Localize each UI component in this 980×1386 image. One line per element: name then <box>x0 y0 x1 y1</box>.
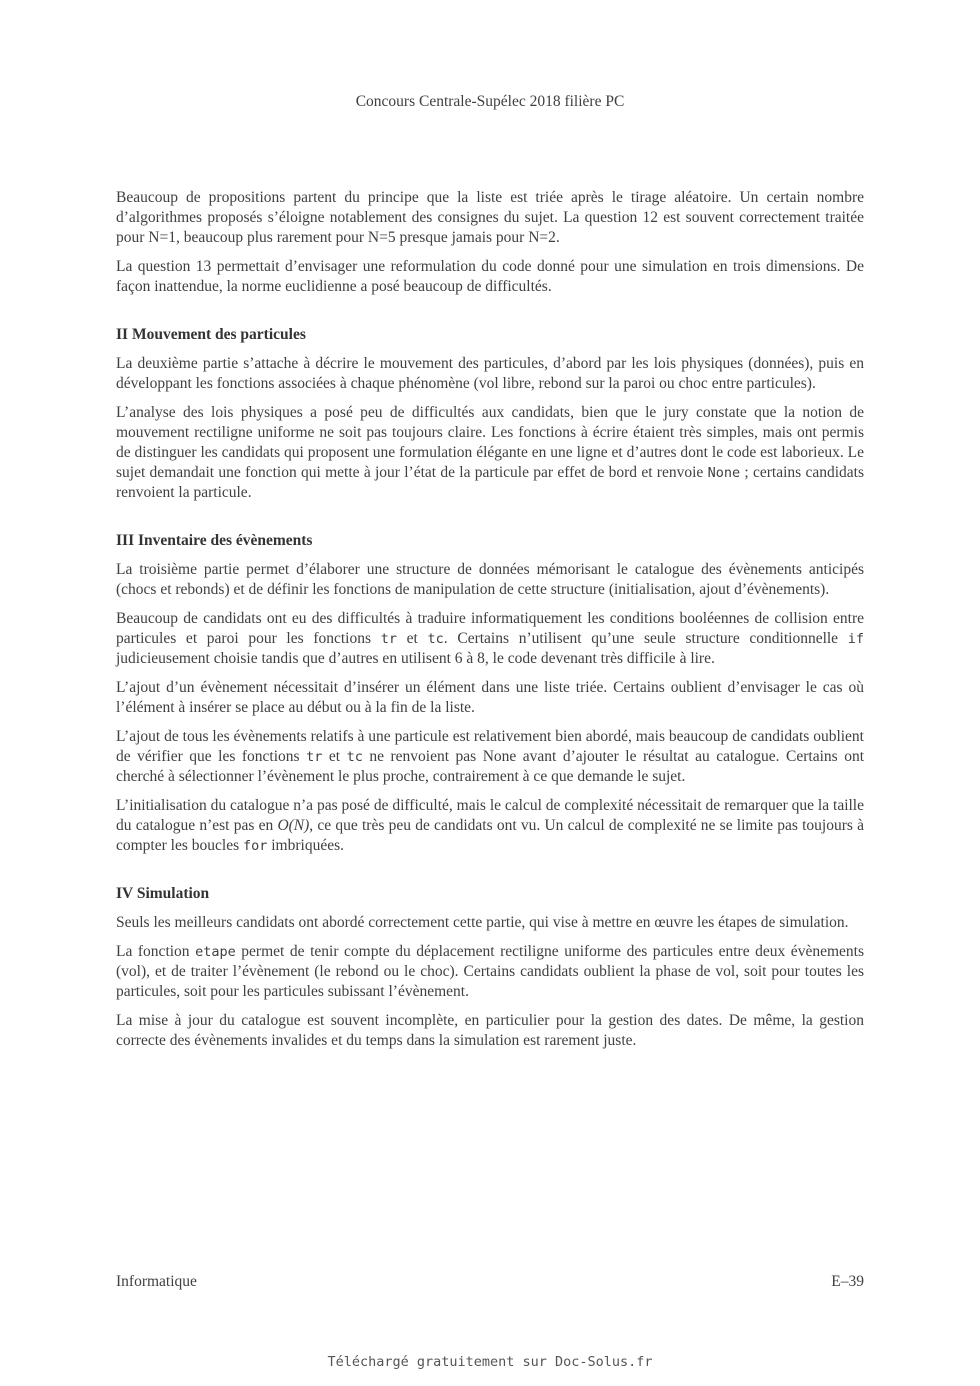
code-span: if <box>847 631 865 647</box>
code-span: None <box>707 465 741 481</box>
code-span: etape <box>195 944 236 960</box>
report-body <box>116 188 864 1060</box>
code-span: tc <box>346 749 363 765</box>
text-span: imbriquées. <box>267 837 344 854</box>
text-span: Beaucoup de candidats ont eu des difficultés à traduire informatiquement les conditions booléennes de collision entre particules et paroi pour les fonctions <box>116 610 864 647</box>
code-span: tr <box>306 749 323 765</box>
footer-page-number: E–39 <box>831 1273 864 1290</box>
section-3-paragraph-3: L’ajout d’un évènement nécessitait d’insérer un élément dans une liste triée. Certains oublient d’envisager le cas où l’élément à insérer se place au début ou à la fin de la liste. <box>116 679 864 716</box>
intro-paragraph-1: Beaucoup de propositions partent du principe que la liste est triée après le tirage aléatoire. Un certain nombre d’algorithmes proposés s’éloigne notablement des consignes du sujet. La question 12 est souvent correctement traitée pour N=1, beaucoup plus rarement pour N=5 presque jamais pour N=2. <box>116 189 864 246</box>
section-4-paragraph-1: Seuls les meilleurs candidats ont abordé correctement cette partie, qui vise à mettre en œuvre les étapes de simulation. <box>116 914 849 931</box>
section-3-paragraph-2 <box>116 609 864 669</box>
text-span: L’initialisation du catalogue n’a pas posé de difficulté, mais le calcul de complexité nécessitait de remarquer que la taille du catalogue n’est pas en <box>116 797 864 834</box>
text-span: permet de tenir compte du déplacement rectiligne uniforme des particules entre deux évènements (vol), et de traiter l’évènement (le rebond ou le choc). Certains candidats oublient la phase de vol, soit pour toutes les particules, soit pour les particules subissant l’évènement. <box>116 943 864 1000</box>
text-span: et <box>322 748 347 765</box>
page-header: Concours Centrale-Supélec 2018 filière PC <box>355 93 625 110</box>
code-span: tc <box>427 631 444 647</box>
code-span: for <box>242 838 268 854</box>
section-3-paragraph-4 <box>116 727 864 787</box>
section-4-paragraph-3: La mise à jour du catalogue est souvent incomplète, en particulier pour la gestion des dates. De même, la gestion correcte des évènements invalides et du temps dans la simulation est rarement juste. <box>116 1012 864 1049</box>
text-span: . Certains n’utilisent qu’une seule structure conditionnelle <box>443 630 848 647</box>
section-2-paragraph-1: La deuxième partie s’attache à décrire le mouvement des particules, d’abord par les lois physiques (données), puis en développant les fonctions associées à chaque phénomène (vol libre, rebond sur la paroi ou choc entre particules). <box>116 355 864 392</box>
code-span: tr <box>380 631 397 647</box>
section-2-paragraph-2 <box>116 403 864 503</box>
footer-subject: Informatique <box>116 1273 197 1290</box>
section-3-paragraph-1: La troisième partie permet d’élaborer une structure de données mémorisant le catalogue des évènements anticipés (chocs et rebonds) et de définir les fonctions de manipulation de cette structure (initialisation, ajout d’évènements). <box>116 561 864 598</box>
text-span: L’ajout de tous les évènements relatifs à une particule est relativement bien abordé, mais beaucoup de candidats oublient de vérifier que les fonctions <box>116 728 864 765</box>
section-3-paragraph-5 <box>116 796 864 856</box>
text-span: L’analyse des lois physiques a posé peu de difficultés aux candidats, bien que le jury constate que la notion de mouvement rectiligne uniforme ne soit pas toujours claire. Les fonctions à écrire étaient très simples, mais ont permis de distinguer les candidats qui proposent une formulation élégante en une ligne et d’autres dont le code est laborieux. Le sujet demandait une fonction qui mette à jour l’état de la particule par effet de bord et renvoie <box>116 404 864 481</box>
text-span: ne renvoient pas None avant d’ajouter le résultat au catalogue. Certains ont cherché à sélectionner l’évènement le plus proche, contrairement à ce que demande le sujet. <box>116 748 865 785</box>
text-span: , ce que très peu de candidats ont vu. Un calcul de complexité ne se limite pas toujours à compter les boucles <box>116 817 864 854</box>
text-span: judicieusement choisie tandis que d’autres en utilisent 6 à 8, le code devenant très difficile à lire. <box>116 650 715 667</box>
section-4-title: IV Simulation <box>116 885 210 902</box>
section-2-title: II Mouvement des particules <box>116 326 306 343</box>
intro-paragraph-2: La question 13 permettait d’envisager une reformulation du code donné pour une simulation en trois dimensions. De façon inattendue, la norme euclidienne a posé beaucoup de difficultés. <box>116 258 864 295</box>
text-span: ; certains candidats renvoient la particule. <box>116 464 864 501</box>
text-span: et <box>396 630 428 647</box>
download-notice: Téléchargé gratuitement sur Doc-Solus.fr <box>327 1354 653 1370</box>
math-span: O(N) <box>277 817 310 834</box>
section-4-paragraph-2 <box>116 942 864 1002</box>
section-3-title: III Inventaire des évènements <box>116 532 313 549</box>
text-span: La fonction <box>116 943 196 960</box>
